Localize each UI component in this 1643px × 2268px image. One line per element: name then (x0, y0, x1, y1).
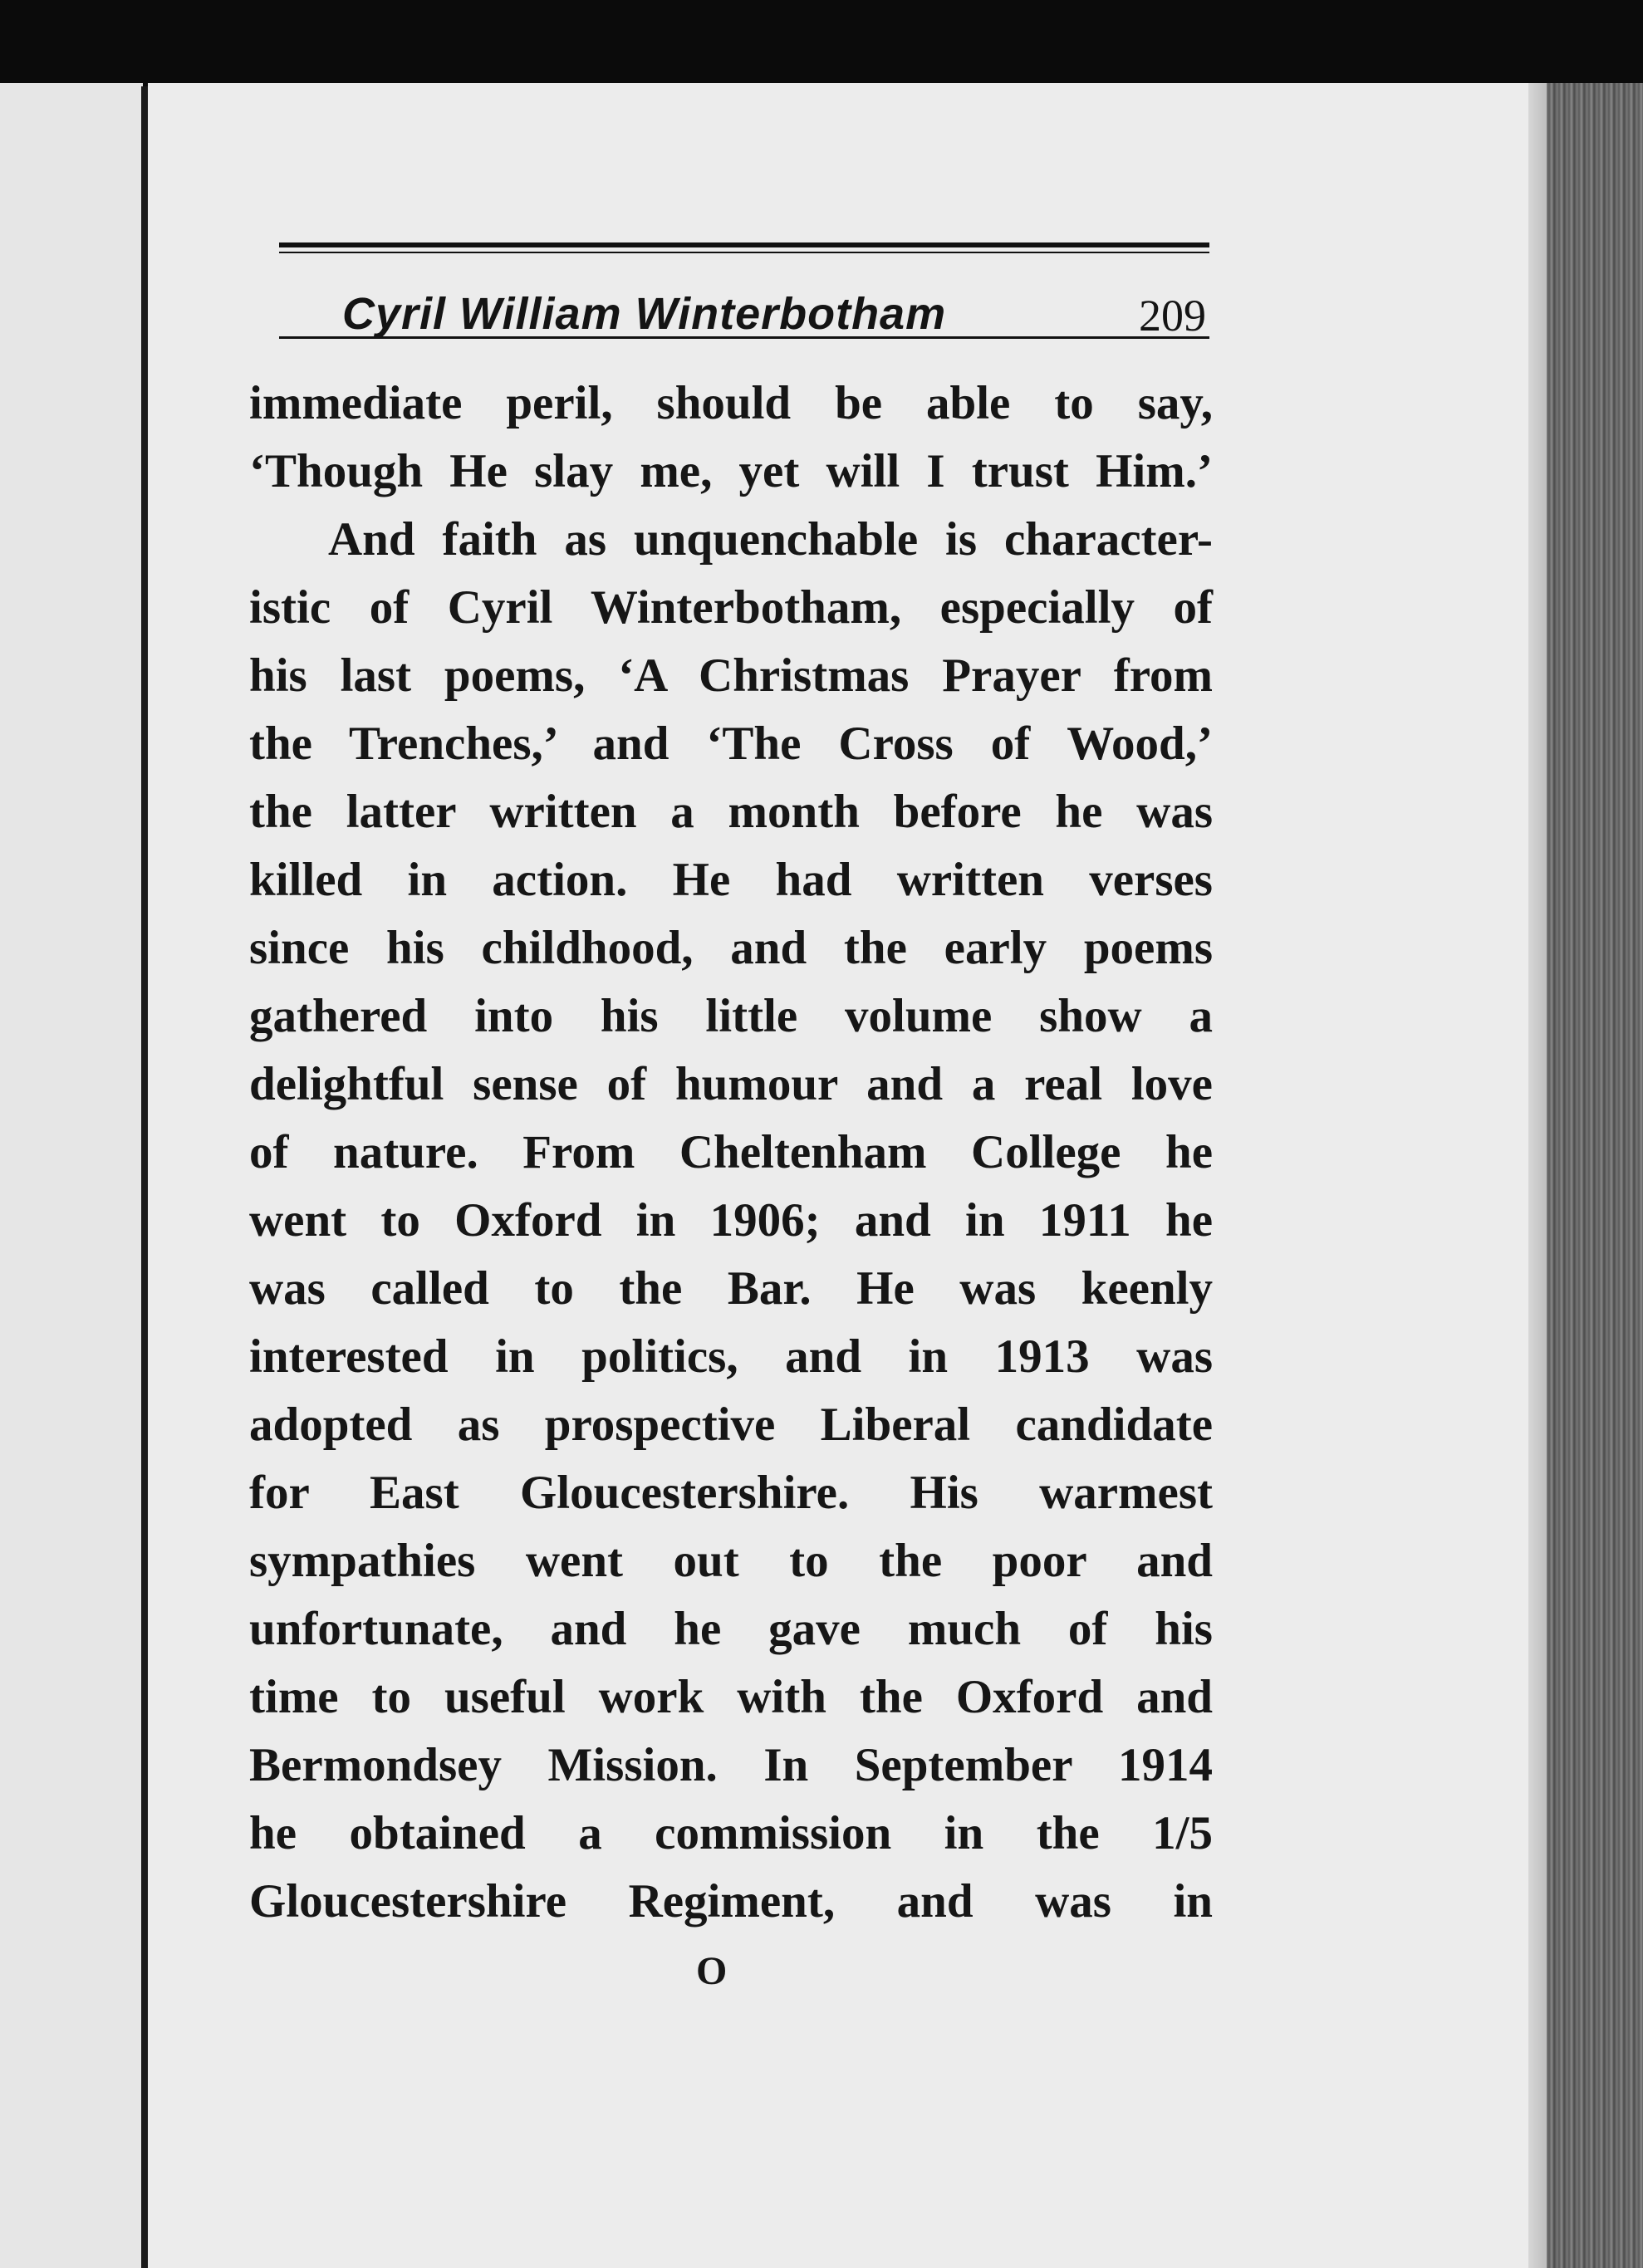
text-line: immediate peril, should be able to say, (249, 377, 1213, 429)
text-line: he obtained a commission in the 1/5 (249, 1807, 1213, 1859)
text-line: for East Gloucestershire. His warmest (249, 1467, 1213, 1519)
text-line: sympathies went out to the poor and (249, 1535, 1213, 1587)
text-line: his last poems, ‘A Christmas Prayer from (249, 649, 1213, 702)
page-header (279, 242, 1209, 339)
book-gutter (141, 86, 148, 2268)
header-row (279, 253, 1209, 340)
text-line: ‘Though He slay me, yet will I trust Him.’ (249, 445, 1213, 497)
text-line: unfortunate, and he gave much of his (249, 1603, 1213, 1655)
text-line: the latter written a month before he was (249, 786, 1213, 838)
text-line: of nature. From Cheltenham College he (249, 1126, 1213, 1178)
text-line: the Trenches,’ and ‘The Cross of Wood,’ (249, 718, 1213, 770)
running-title: Cyril William Winterbotham (342, 289, 947, 339)
page-stack-edge (1547, 83, 1643, 2268)
text-line: delightful sense of humour and a real love (249, 1058, 1213, 1110)
text-line: istic of Cyril Winterbotham, especially of (249, 581, 1213, 634)
text-line: went to Oxford in 1906; and in 1911 he (249, 1194, 1213, 1247)
page-number: 209 (1139, 291, 1206, 340)
text-line: killed in action. He had written verses (249, 854, 1213, 906)
text-line: Bermondsey Mission. In September 1914 (249, 1739, 1213, 1791)
header-rule-thick (279, 242, 1209, 247)
text-line: since his childhood, and the early poems (249, 922, 1213, 974)
scan-top-border (0, 0, 1643, 90)
left-page-edge (0, 83, 143, 2268)
signature-mark: O (696, 1949, 728, 1993)
text-line: interested in politics, and in 1913 was (249, 1330, 1213, 1383)
text-line: adopted as prospective Liberal candidate (249, 1399, 1213, 1451)
text-line: Gloucestershire Regiment, and was in (249, 1875, 1213, 1928)
text-line: time to useful work with the Oxford and (249, 1671, 1213, 1723)
body-text (249, 370, 1213, 1936)
text-line: gathered into his little volume show a (249, 990, 1213, 1042)
text-line: And faith as unquenchable is character- (328, 513, 1213, 566)
text-line: was called to the Bar. He was keenly (249, 1262, 1213, 1315)
